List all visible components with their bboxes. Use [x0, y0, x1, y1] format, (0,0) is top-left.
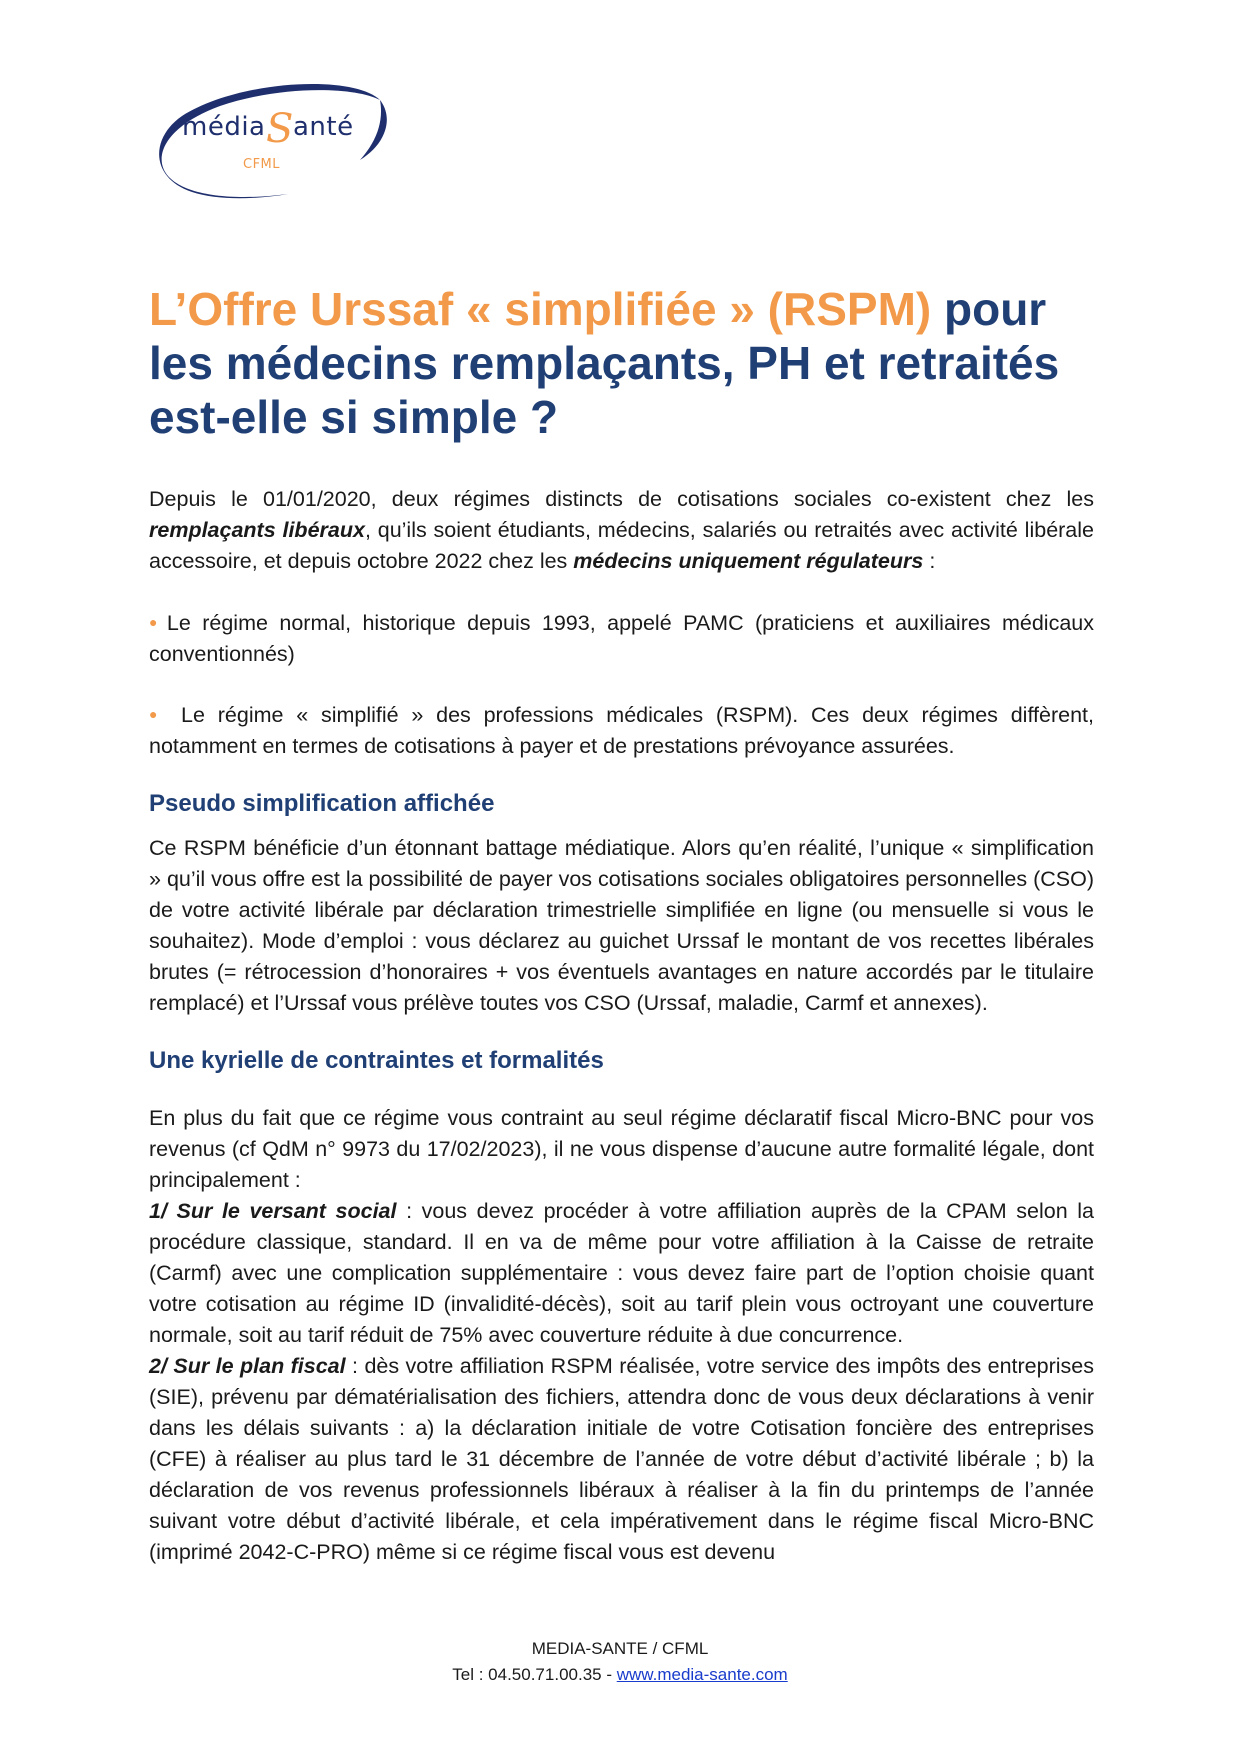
intro-emphasis-1: remplaçants libéraux [149, 518, 365, 542]
intro-text-2: , qu’ils soient étudiants, médecins, salariés ou retraités avec activité libérale accessoire, et depuis octobre 2022 chez les [149, 518, 1094, 573]
section-heading-simplification: Pseudo simplification affichée [149, 790, 495, 817]
intro-text-3: : [923, 549, 936, 573]
bullet-text: Le régime normal, historique depuis 1993, appelé PAMC (praticiens et auxiliaires médicaux conventionnés) [149, 611, 1094, 666]
article-title [149, 282, 1094, 444]
section-paragraph-contraintes [149, 1103, 1094, 1568]
logo-word-ante: anté [293, 112, 354, 142]
bullet-item [149, 699, 1094, 762]
bullet-dot-icon: ● [149, 706, 165, 722]
footer-tel: Tel : 04.50.71.00.35 - [452, 1665, 617, 1684]
footer-company: MEDIA-SANTE / CFML [531, 1639, 709, 1658]
section-heading-contraintes: Une kyrielle de contraintes et formalités [149, 1047, 604, 1074]
title-highlight: L’Offre Urssaf « simplifiée » (RSPM) [149, 283, 932, 335]
logo-letter-s: S [266, 106, 294, 152]
item-text-social: : vous devez procéder à votre affiliation auprès de la CPAM selon la procédure classique, standard. Il en va de même pour votre affiliation à la Caisse de retraite (Carmf) avec une complication supplémentaire : vous devez faire part de l’option choisie quant votre cotisation au régime ID (invalidité-décès), soit au tarif plein vous octroyant une couverture normale, soit au tarif réduit de 75% avec couverture réduite à due concurrence. [149, 1199, 1094, 1347]
item-text-fiscal: : dès votre affiliation RSPM réalisée, votre service des impôts des entreprises (SIE), prévenu par dématérialisation des fichiers, attendra donc de vous deux déclarations à venir dans les délais suivants : a) la déclaration initiale de votre Cotisation foncière des entreprises (CFE) à réaliser au plus tard le 31 décembre de l’année de votre début d’activité libérale ; b) la déclaration de vos revenus professionnels libéraux à réaliser à la fin du printemps de l’année suivant votre début d’activité libérale, et cela impérativement dans le régime fiscal Micro-BNC (imprimé 2042-C-PRO) même si ce régime fiscal vous est devenu [149, 1354, 1094, 1564]
page-footer [0, 1636, 1240, 1688]
contraintes-intro: En plus du fait que ce régime vous contraint au seul régime déclaratif fiscal Micro-BNC pour vos revenus (cf QdM n° 9973 du 17/02/2023), il ne vous dispense d’aucune autre formalité légale, dont principalement : [149, 1106, 1094, 1192]
bullet-text: Le régime « simplifié » des professions médicales (RSPM). Ces deux régimes diffèrent, notamment en termes de cotisations à payer et de prestations prévoyance assurées. [149, 703, 1094, 758]
article [149, 282, 1094, 1568]
logo-subtitle: CFML [243, 157, 281, 172]
logo [148, 78, 398, 208]
intro-paragraph [149, 484, 1094, 577]
intro-text-1: Depuis le 01/01/2020, deux régimes distincts de cotisations sociales co-existent chez les [149, 487, 1094, 511]
section-paragraph-simplification: Ce RSPM bénéficie d’un étonnant battage médiatique. Alors qu’en réalité, l’unique « simplification » qu’il vous offre est la possibilité de payer vos cotisations sociales obligatoires personnelles (CSO) de votre activité libérale par déclaration trimestrielle simplifiée en ligne (ou mensuelle si vous le souhaitez). Mode d’emploi : vous déclarez au guichet Urssaf le montant de vos recettes libérales brutes (= rétrocession d’honoraires + vos éventuels avantages en nature accordés par le titulaire remplacé) et l’Urssaf vous prélève toutes vos CSO (Urssaf, maladie, Carmf et annexes). [149, 836, 1094, 1015]
bullet-item [149, 607, 1094, 670]
item-label-social: 1/ Sur le versant social [149, 1199, 397, 1223]
item-label-fiscal: 2/ Sur le plan fiscal [149, 1354, 346, 1378]
footer-contact [0, 1662, 1240, 1688]
bullet-dot-icon: ● [149, 614, 163, 630]
intro-emphasis-2: médecins uniquement régulateurs [573, 549, 924, 573]
logo-word-media: média [182, 112, 266, 142]
footer-website-link[interactable]: www.media-sante.com [616, 1665, 788, 1684]
title-rest: pour les médecins remplaçants, PH et retraités est-elle si simple ? [149, 283, 1060, 443]
